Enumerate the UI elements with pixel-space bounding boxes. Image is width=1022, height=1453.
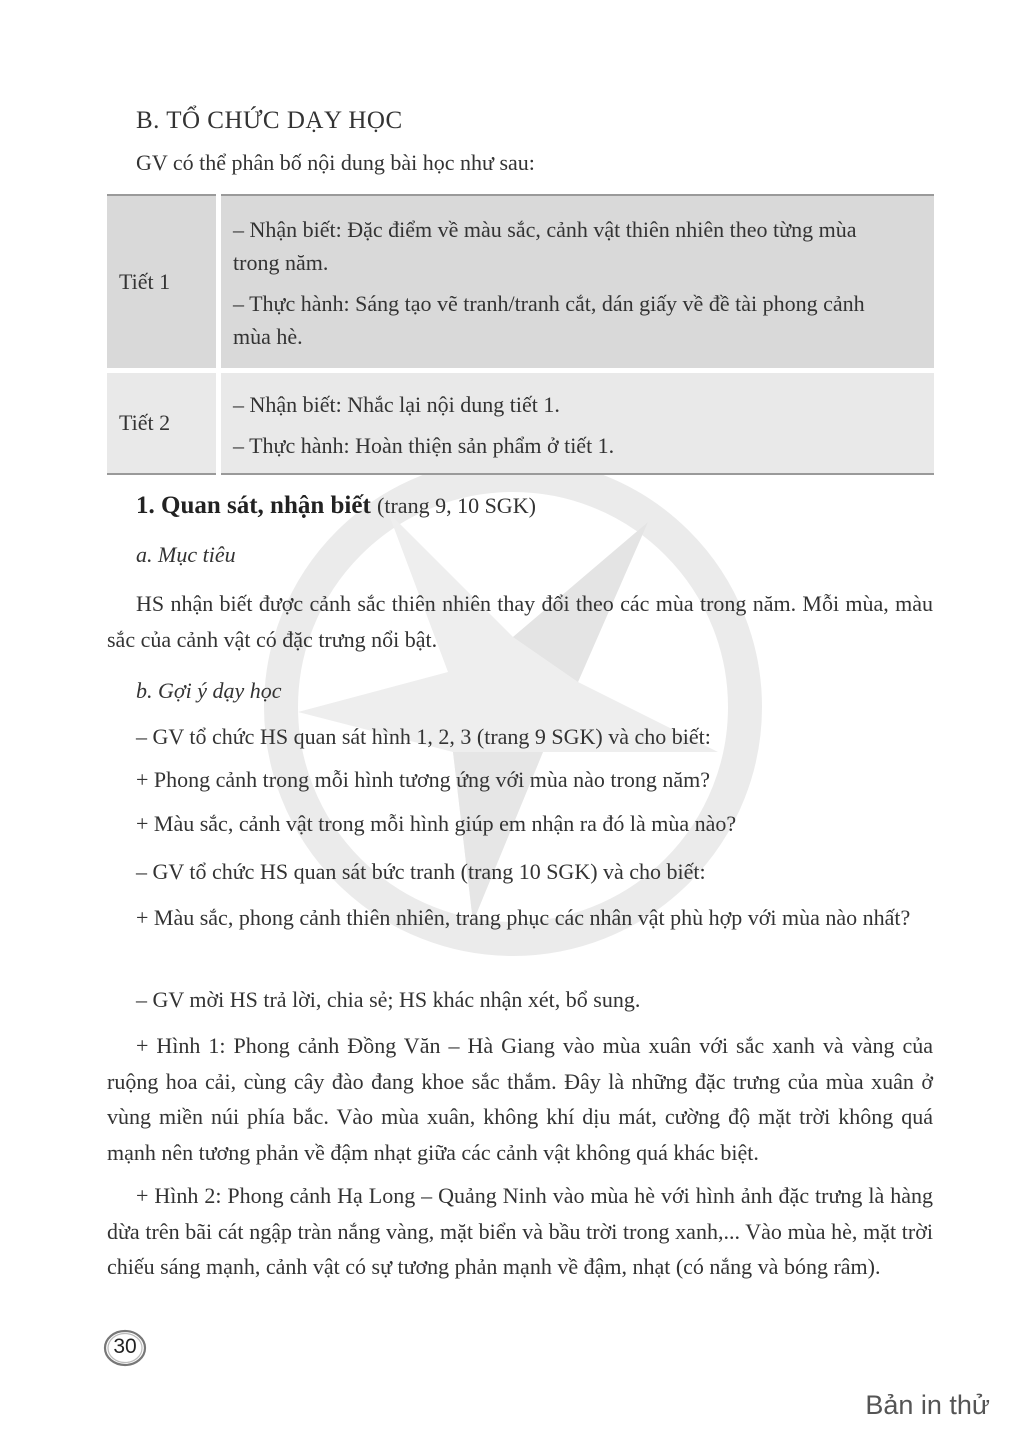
list-item: – Thực hành: Sáng tạo vẽ tranh/tranh cắt, dán giấy về đề tài phong cảnh mùa hè. xyxy=(233,291,865,349)
page-number: 30 xyxy=(113,1335,137,1358)
guide-line: – GV tổ chức HS quan sát bức tranh (trang 10 SGK) và cho biết: xyxy=(136,859,706,884)
heading-note: (trang 9, 10 SGK) xyxy=(377,493,536,518)
list-item: – Thực hành: Hoàn thiện sản phẩm ở tiết 1. xyxy=(233,433,615,458)
draft-label: Bản in thử xyxy=(865,1390,990,1420)
image1-paragraph: + Hình 1: Phong cảnh Đồng Văn – Hà Giang vào mùa xuân với sắc xanh và vàng của ruộng hoa cải, cùng cây đào đang khoe sắc thắm. Đây là những đặc trưng của mùa xuân ở vùng miền núi phía bắc. Vào mùa xuân, không khí dịu mát, cường độ mặt trời không quá mạnh nên tương phản về đậm nhạt giữa các cảnh vật không quá khác biệt. xyxy=(107,1033,933,1165)
guide-line: – GV tổ chức HS quan sát hình 1, 2, 3 (trang 9 SGK) và cho biết: xyxy=(136,724,711,749)
period-content xyxy=(219,195,935,371)
invite-line: – GV mời HS trả lời, chia sẻ; HS khác nhận xét, bổ sung. xyxy=(136,987,641,1012)
period-label: Tiết 2 xyxy=(107,371,219,475)
heading-observe xyxy=(136,492,536,520)
image2-paragraph: + Hình 2: Phong cảnh Hạ Long – Quảng Ninh vào mùa hè với hình ảnh đặc trưng là hàng dừa trên bãi cát ngập tràn nắng vàng, mặt biển và bầu trời trong xanh,... Vào mùa hè, mặt trời chiếu sáng mạnh, cảnh vật có sự tương phản mạnh về đậm, nhạt (có nắng và bóng râm). xyxy=(107,1183,933,1279)
guide-label: b. Gợi ý dạy học xyxy=(136,678,282,703)
objective-label: a. Mục tiêu xyxy=(136,542,236,567)
guide-line: + Phong cảnh trong mỗi hình tương ứng với mùa nào trong năm? xyxy=(136,767,711,792)
intro-text: GV có thể phân bố nội dung bài học như sau: xyxy=(136,150,535,175)
period-content xyxy=(219,371,935,475)
lesson-schedule-table xyxy=(107,194,934,475)
guide-line: + Màu sắc, cảnh vật trong mỗi hình giúp em nhận ra đó là mùa nào? xyxy=(136,811,737,836)
list-item: – Nhận biết: Nhắc lại nội dung tiết 1. xyxy=(233,392,560,417)
section-title: B. TỔ CHỨC DẠY HỌC xyxy=(136,107,403,134)
heading-title: 1. Quan sát, nhận biết xyxy=(136,492,371,519)
period-label: Tiết 1 xyxy=(107,195,219,371)
objective-paragraph: HS nhận biết được cảnh sắc thiên nhiên thay đổi theo các mùa trong năm. Mỗi mùa, màu sắc của cảnh vật có đặc trưng nổi bật. xyxy=(107,591,933,652)
page-number-badge xyxy=(102,1328,148,1368)
table-row xyxy=(107,195,934,371)
table-row xyxy=(107,371,934,475)
list-item: – Nhận biết: Đặc điểm về màu sắc, cảnh vật thiên nhiên theo từng mùa trong năm. xyxy=(233,217,857,275)
season-question-paragraph: + Màu sắc, phong cảnh thiên nhiên, trang phục các nhân vật phù hợp với mùa nào nhất? xyxy=(136,905,911,930)
